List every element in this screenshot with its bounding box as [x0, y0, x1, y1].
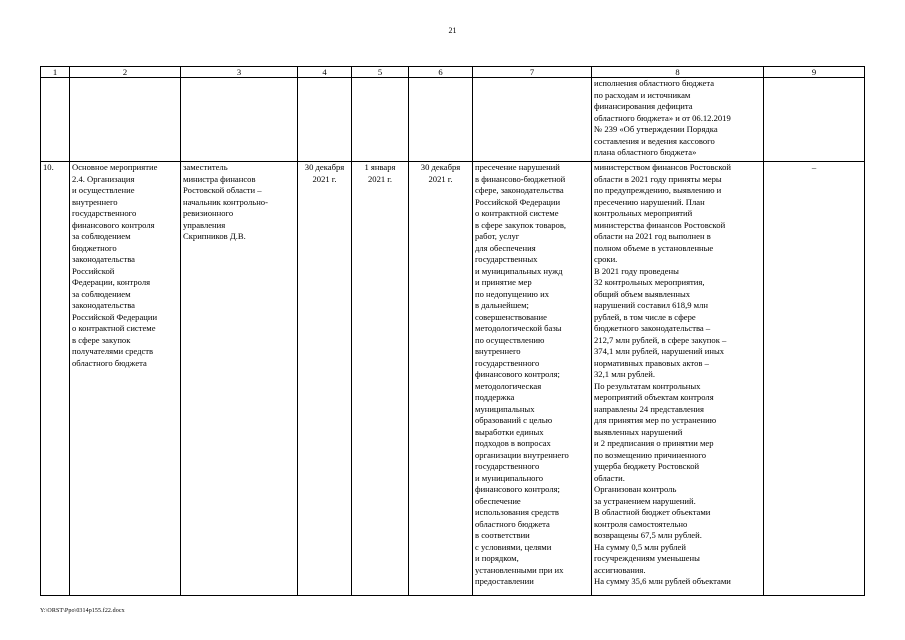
table-cell: [764, 78, 865, 162]
table-cell: [181, 78, 298, 162]
header-cell: 8: [592, 67, 764, 78]
notes-cell: –: [764, 162, 865, 596]
table-header-row: [41, 67, 865, 78]
header-cell: 2: [70, 67, 181, 78]
end-date-cell: 30 декабря 2021 г.: [409, 162, 473, 596]
table-cell: [298, 78, 352, 162]
table-row-continuation: [41, 78, 865, 162]
header-cell: 9: [764, 67, 865, 78]
header-cell: 5: [352, 67, 409, 78]
header-cell: 6: [409, 67, 473, 78]
row-number-cell: 10.: [41, 162, 70, 596]
table-cell: [409, 78, 473, 162]
actual-result-cell: министерством финансов Ростовской области в 2021 году приняты меры по предупреждению, выявлению и пресечению нарушений. План контрольных мероприятий министерства финансов Ростовской области на 2021 год выполнен в полном объеме в установленные сроки. В 2021 году проведены 32 контрольных мероприятия, общий объем выявленных нарушений составил 618,9 млн рублей, в том числе в сфере бюджетного законодательства – 212,7 млн рублей, в сфере закупок – 374,1 млн рублей, нарушений иных нормативных правовых актов – 32,1 млн рублей. По результатам контрольных мероприятий объектам контроля направлены 24 представления для принятия мер по устранению выявленных нарушений и 2 предписания о принятии мер по возмещению причиненного ущерба бюджету Ростовской области. Организован контроль за устранением нарушений. В областной бюджет объектами контроля самостоятельно возвращены 67,5 млн рублей. На сумму 0,5 млн рублей госучреждениям уменьшены ассигнования. На сумму 35,6 млн рублей объектами: [592, 162, 764, 596]
continuation-results-cell: исполнения областного бюджета по расходам и источникам финансирования дефицита областного бюджета» и от 06.12.2019 № 239 «Об утверждении Порядка составления и ведения кассового плана областного бюджета»: [592, 78, 764, 162]
header-cell: 1: [41, 67, 70, 78]
start-date-cell: 1 января 2021 г.: [352, 162, 409, 596]
header-cell: 3: [181, 67, 298, 78]
table-cell: [41, 78, 70, 162]
report-table: [40, 66, 865, 596]
responsible-person-cell: заместитель министра финансов Ростовской области – начальник контрольно- ревизионного управления Скрипников Д.В.: [181, 162, 298, 596]
table-cell: [70, 78, 181, 162]
table-cell: [352, 78, 409, 162]
header-cell: 7: [473, 67, 592, 78]
expected-result-cell: пресечение нарушений в финансово-бюджетной сфере, законодательства Российской Федерации о контрактной системе в сфере закупок товаров, работ, услуг для обеспечения государственных и муниципальных нужд и принятие мер по недопущению их в дальнейшем; совершенствование методологической базы по осуществлению внутреннего государственного финансового контроля; методологическая поддержка муниципальных образований с целью выработки единых подходов в вопросах организации внутреннего государственного и муниципального финансового контроля; обеспечение использования средств областного бюджета в соответствии с условиями, целями и порядком, установленными при их предоставлении: [473, 162, 592, 596]
page-number: 21: [448, 26, 457, 35]
footer-file-path: Y:\ORST\Ppo\0314p155.f22.docx: [40, 608, 125, 614]
header-cell: 4: [298, 67, 352, 78]
table-row: [41, 162, 865, 596]
table-cell: [473, 78, 592, 162]
measure-name-cell: Основное мероприятие 2.4. Организация и осуществление внутреннего государственного финансового контроля за соблюдением бюджетного законодательства Российской Федерации, контроля за соблюдением законодательства Российской Федерации о контрактной системе в сфере закупок получателями средств областного бюджета: [70, 162, 181, 596]
planned-date-cell: 30 декабря 2021 г.: [298, 162, 352, 596]
